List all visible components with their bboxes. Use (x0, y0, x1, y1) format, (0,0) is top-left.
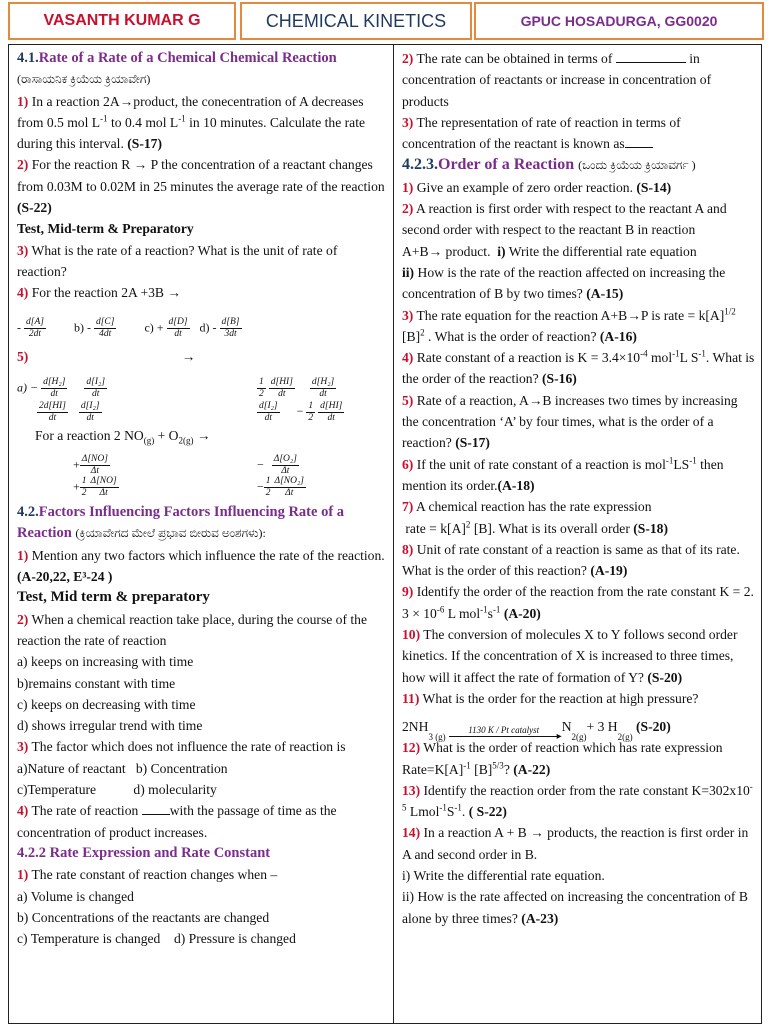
order-question-13: 13) Identify the reaction order from the rate constant $K=302x10^{-5}$ $Lmol^{-1}S^{-1}$. ( S-22) (402, 781, 753, 820)
college-box (474, 2, 764, 40)
question-4-2-2-1-b: b) Concentrations of the reactants are changed (17, 909, 270, 925)
order-question-7: 7) A chemical reaction has the rate expression rate = $k[A]^2$ [B]. What is its overall order (S-18) (402, 499, 669, 536)
order-question-2: 2) A reaction is first order with respect to the reactant A and second order with respect to the reactant B in reaction (402, 201, 727, 238)
order-question-1: 1) Give an example of zero order reaction. (S-14) (402, 179, 672, 195)
option-a-expr: - $\frac{d[A]}{2dt}$ (17, 317, 44, 340)
no-option-a: + $\frac{\Delta[NO]}{\Delta t}$ (73, 454, 108, 477)
question-4-2-1: 1) Mention any two factors which influence the rate of the reaction. (A-20,22, E³-24 ) (17, 547, 385, 585)
question-4-2-3-cd: c)Temperature d) molecularity (17, 782, 217, 798)
question-4-2-2-1: 1) The rate constant of reaction changes when – (17, 867, 278, 883)
option-5b: $\frac{2d[HI]}{dt}$ $\frac{\text{d[I₂]}}{dt}$ (39, 400, 100, 423)
question-4-2-2-b: b)remains constant with time (17, 675, 176, 691)
question-4-1-2: 2) For the reaction R → P the concentration of a reactant changes from 0.03M to 0.02M in 25 minutes the average rate of the reaction (S-22) (17, 157, 385, 216)
order-question-9: 9) Identify the order of the reaction from the rate constant K = 2. $3 \times 10^{-6}$ L $mol^{-1}s^{-1}$ (A-20) (402, 584, 754, 621)
order-question-2-ii: ii) How is the rate of the reaction affected on increasing the concentration of B by two times? (A-15) (402, 264, 726, 302)
option-5c: $\frac{1}{2}$ $\frac{d[HI]}{dt}$ $\frac{\text{d[H₂]}}{dt}$ (259, 376, 335, 399)
option-5a: a) − $\frac{\text{d[H₂]}}{dt}$ $\frac{\text{d[I₂]}}{dt}$ (17, 376, 106, 399)
no-option-c: − $\frac{\text{Δ[O₂]}}{\Delta t}$ (257, 454, 297, 477)
options-row (17, 312, 389, 346)
order-question-14: 14) In a reaction A + B → products, the reaction is first order in A and second order in B. (402, 825, 749, 862)
question-5-options (17, 367, 389, 425)
subject-title: CHEMICAL KINETICS (265, 10, 447, 31)
order-question-3: 3) The rate equation for the reaction A+B→P is rate = $k[A]^{1/2}$ $[B]^2$ . What is the order of reaction? (A-16) (402, 306, 736, 344)
question-4-2-2-1-cd: c) Temperature is changed d) Pressure is changed (17, 931, 296, 947)
question-4-2-3: 3) The factor which does not influence the rate of reaction is (17, 739, 346, 755)
ammonia-equation: 2NH 3 (g) 1130 K / Pt catalyst ▸ N 2(g) + 3 H 2(g) (S-20) (402, 718, 671, 743)
test-label-2: Test, Mid term & preparatory (17, 589, 210, 606)
section-4-2-3-heading: 4.2.3.Order of a Reaction (ಒಂದು ಕ್ರಿಯೆಯ ಕ್ರಿಯಾವರ್ಗ ) (402, 156, 696, 174)
option-c-expr: c) + $\frac{d[D]}{dt}$ (144, 317, 188, 340)
order-question-10: 10) The conversion of molecules X to Y follows second order kinetics. If the concentration of X is increased to three times, how will it affect the rate of formation of Y? (S-20) (402, 627, 738, 685)
question-4-2-2-d: d) shows irregular trend with time (17, 718, 203, 734)
section-4-2-heading: 4.2.Factors Influencing Factors Influencing Rate of a Reaction (ಕ್ರಿಯಾವೇಗದ ಮೇಲೆ ಪ್ರಭಾವ ಬೀರುವ ಅಂಶಗಳು): (17, 504, 345, 542)
no-reaction-options (17, 446, 389, 502)
order-question-5: 5) Rate of a reaction, A→B increases two times by increasing the concentration ‘A’ by four times, what is the order of a reaction? (S-17) (402, 392, 738, 451)
question-4-2-3-ab: a)Nature of reactant b) Concentration (17, 760, 228, 776)
option-b-expr: b) - $\frac{d[C]}{4dt}$ (73, 317, 115, 340)
order-question-14-i: i) Write the differential rate equation. (402, 867, 605, 883)
order-question-12: 12) What is the order of reaction which has rate expression $Rate=K[A]^{-1}$ $[B]^{5/3}$? (A-22) (402, 740, 723, 777)
reaction-arrow: 1130 K / Pt catalyst ▸ (449, 725, 559, 737)
author-box (8, 2, 236, 40)
left-column (8, 44, 394, 1024)
fill-blank (142, 802, 170, 815)
order-question-11: 11) What is the order for the reaction at high pressure? (402, 690, 699, 706)
question-4-2-2-1-a: a) Volume is changed (17, 888, 134, 904)
question-4-1-3: 3) What is the rate of a reaction? What is the unit of rate of reaction? (17, 242, 338, 279)
question-4-1-1: 1) In a reaction 2A→product, the conecentration of A decreases from 0.5 mol $L^{-1}$ to 0.4 mol $L^{-1}$ in 10 minutes. Calculate the rate during this interval. (S-17) (17, 93, 366, 152)
order-question-14-ii: ii) How is the rate affected on increasing the concentration of B alone by three times? (A-23) (402, 889, 748, 926)
section-4-1-heading: 4.1.Rate of a Rate of a Chemical Chemical Reaction (ರಾಸಾಯನಿಕ ಕ್ರಿಯೆಯ ಕ್ರಿಯಾವೇಗ) (17, 50, 337, 87)
subject-box (240, 2, 472, 40)
test-label: Test, Mid-term & Preparatory (17, 221, 194, 237)
question-4-2-2-a: a) keeps on increasing with time (17, 654, 194, 670)
order-question-2-i: A+B→ product. i) Write the differential rate equation (402, 243, 697, 259)
fill-blank (625, 135, 653, 148)
right-column (394, 44, 762, 1024)
order-question-6: 6) If the unit of rate constant of a reaction is $mol^{-1}LS^{-1}$ then mention its order.(A-18) (402, 455, 724, 493)
question-r-2: 2) The rate can be obtained in terms of in concentration of reactants or increase in concentration of products (402, 51, 712, 109)
no-option-b: + $\frac{1}{2}$ $\frac{\Delta[NO]}{\Delta t}$ (73, 476, 117, 499)
question-4-2-2-c: c) keeps on decreasing with time (17, 696, 196, 712)
college-name: GPUC HOSADURGA, GG0020 (520, 13, 718, 29)
option-d-expr: d) - $\frac{d[B]}{3dt}$ (199, 317, 240, 340)
section-4-2-2-heading: 4.2.2 Rate Expression and Rate Constant (17, 844, 271, 861)
author-name: VASANTH KUMAR G (43, 12, 201, 29)
option-5d: $\frac{\text{d[I₂]}}{dt}$ − $\frac{1}{2}$ $\frac{d[HI]}{dt}$ (259, 400, 343, 423)
no-reaction-text: For a reaction 2 $NO_{(g)} + O_{2(g)}$ → (35, 427, 211, 446)
question-4-2-4: 4) The rate of reaction with the passage of time as the concentration of product increases. (17, 803, 337, 840)
no-option-d: − $\frac{1}{2}$ $\frac{\text{Δ[NO₂]}}{\Delta t}$ (257, 476, 305, 499)
order-question-8: 8) Unit of rate constant of a reaction is same as that of its rate. What is the order of this reaction? (A-19) (402, 541, 740, 579)
question-4-2-2: 2) When a chemical reaction take place, during the course of the reaction the rate of reaction (17, 611, 368, 648)
fill-blank (616, 50, 686, 63)
question-4-1-5: 5) → (17, 348, 196, 364)
order-question-4: 4) Rate constant of a reaction is $K = 3.4\times 10^{-4}$ mol$^{-1}$L $S^{-1}$. What is the order of the reaction? (S-16) (402, 348, 755, 387)
question-r-3: 3) The representation of rate of reaction in terms of concentration of the reactant is known as (402, 114, 681, 152)
question-4-1-4: 4) For the reaction 2A +3B → (17, 285, 181, 301)
